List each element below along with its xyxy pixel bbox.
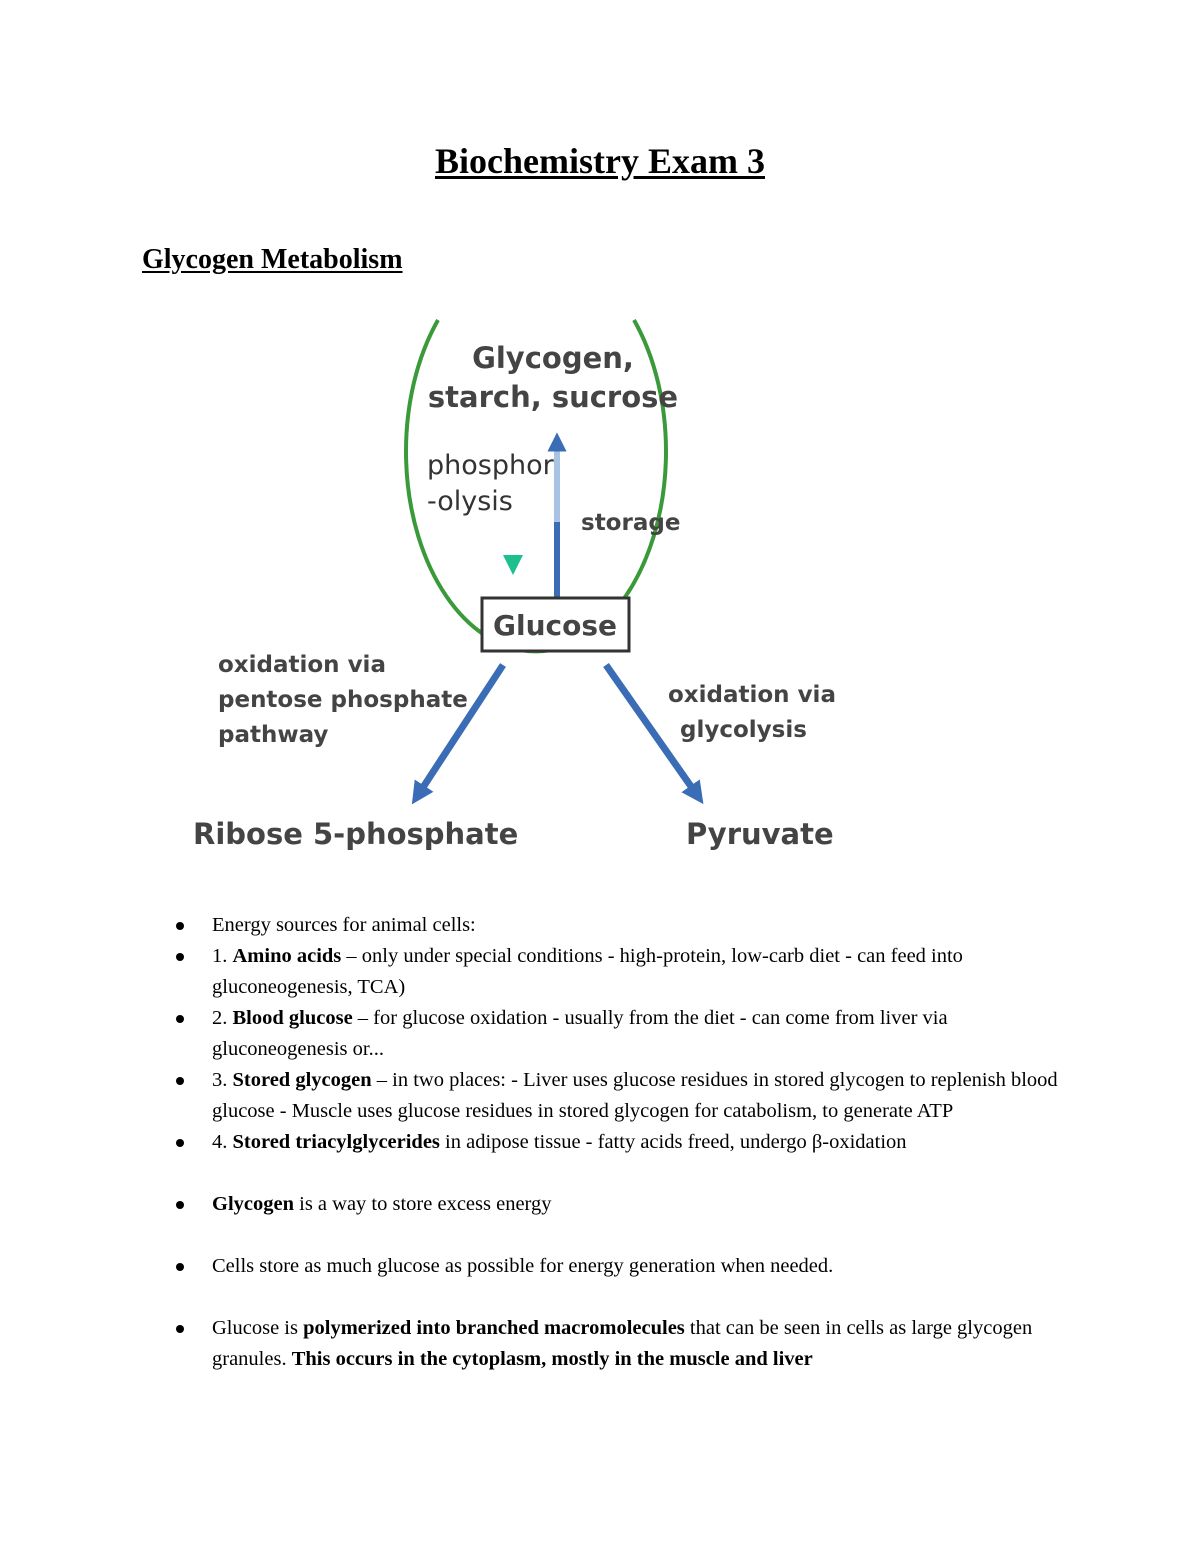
bullet-text: 1. [212, 945, 233, 967]
bullet-bold: Amino acids [232, 945, 342, 967]
bullet-bold: Stored triacylglycerides [232, 1131, 440, 1153]
bullet-glycogen-storage [176, 1189, 1076, 1220]
document-title: Biochemistry Exam 3 [435, 141, 765, 181]
bullet-stored-triacylglycerides [176, 1127, 1076, 1158]
bullet-text: Energy sources for animal cells: [212, 914, 476, 936]
starch-sucrose-label: starch, sucrose [427, 380, 679, 414]
pentose-phosphate-arrow [418, 665, 503, 795]
bullet-text: Cells store as much glucose as possible for energy generation when needed. [212, 1255, 834, 1277]
glycogen-metabolism-diagram [0, 300, 1200, 880]
bullet-text: is a way to store excess energy [294, 1193, 552, 1215]
bullet-energy-sources [176, 910, 1076, 941]
bullet-bold: Blood glucose [232, 1007, 353, 1029]
right-pathway-label-2: glycolysis [680, 717, 807, 743]
bullet-list [176, 910, 1076, 1375]
bullet-cells-store [176, 1251, 1076, 1282]
bullet-text: – for glucose oxidation - usually from the diet - can come from liver via gluconeogenesis or... [212, 1007, 948, 1060]
bullet-glucose-polymerized [176, 1313, 1076, 1375]
phosphorolysis-label-1: phosphor [427, 450, 554, 481]
bullet-text: that can be seen in cells as large glycogen granules. [212, 1317, 1033, 1370]
glucose-label: Glucose [492, 609, 618, 642]
storage-label: storage [581, 510, 681, 536]
bullet-bold: polymerized into branched macromolecules [303, 1317, 685, 1339]
section-heading: Glycogen Metabolism [142, 244, 403, 275]
bullet-text: – in two places: - Liver uses glucose residues in stored glycogen to replenish blood glucose - Muscle uses glucose residues in stored glycogen for catabolism, to generate ATP [212, 1069, 1058, 1122]
bullet-bold: This occurs in the cytoplasm, mostly in the muscle and liver [291, 1348, 813, 1370]
phosphorolysis-label-2: -olysis [427, 486, 513, 517]
left-pathway-label-3: pathway [218, 722, 329, 748]
bullet-stored-glycogen [176, 1065, 1076, 1127]
bullet-text: 4. [212, 1131, 233, 1153]
bullet-bold: Glycogen [212, 1193, 294, 1215]
bullet-text: – only under special conditions - high-protein, low-carb diet - can feed into gluconeogenesis, TCA) [212, 945, 963, 998]
bullet-blood-glucose [176, 1003, 1076, 1065]
bullet-text: 3. [212, 1069, 233, 1091]
pyruvate-label: Pyruvate [686, 817, 834, 851]
left-pathway-label-1: oxidation via [218, 652, 386, 678]
ribose-5-phosphate-label: Ribose 5-phosphate [193, 817, 519, 851]
bullet-text: Glucose is [212, 1317, 304, 1339]
right-pathway-label-1: oxidation via [668, 682, 836, 708]
bullet-bold: Stored glycogen [232, 1069, 372, 1091]
left-pathway-label-2: pentose phosphate [218, 687, 468, 713]
glycogen-label: Glycogen, [472, 341, 634, 375]
bullet-text: 2. [212, 1007, 233, 1029]
bullet-text: in adipose tissue - fatty acids freed, undergo β-oxidation [439, 1131, 907, 1153]
bullet-amino-acids [176, 941, 1076, 1003]
